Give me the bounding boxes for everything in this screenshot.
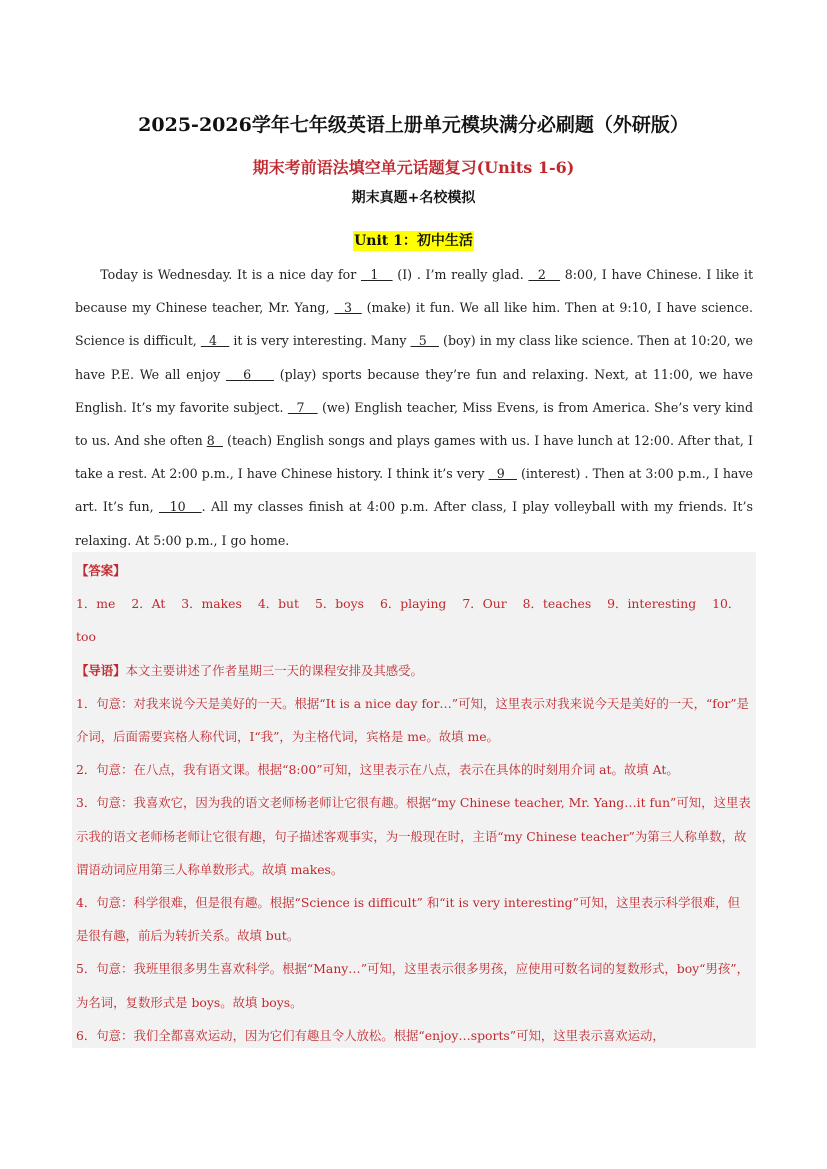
explanation-2: 2．句意：在八点，我有语文课。根据“8:00”可知，这里表示在八点，表示在具体的时刻用介词 at。故填 At。	[76, 762, 679, 778]
passage-text: (we) English teacher, Miss Evens, is from America. She’s very kind to us. And she often	[75, 399, 754, 449]
answer-item: 7．Our	[462, 596, 507, 612]
document-title: 2025-2026学年七年级英语上册单元模块满分必刷题（外研版）	[138, 114, 689, 136]
passage-text: (teach) English songs and plays games with us. I have lunch at 12:00. After that, I take a rest. At 2:00 p.m., I have Chinese history. I think it’s very	[75, 433, 753, 482]
passage-text: (interest) . Then at 3:00 p.m., I have art. It’s fun,	[75, 466, 754, 515]
document-subtitle: 期末考前语法填空单元话题复习(Units 1-6)	[252, 158, 575, 177]
answer-label: 【答案】	[76, 563, 126, 578]
answer-item: 6．playing	[379, 596, 447, 612]
passage-text: it is very interesting. Many	[229, 333, 411, 349]
answer-item: 9．interesting	[607, 596, 697, 612]
answer-item: 3．makes	[181, 596, 242, 612]
blank-1: 1	[360, 267, 393, 282]
passage-text: (play) sports because they’re fun and relaxing. Next, at 11:00, we have English. It’s my favorite subject.	[75, 366, 753, 415]
passage-text: . All my classes finish at 4:00 p.m. After class, I play volleyball with my friends. It’s relaxing. At 5:00 p.m., I go home.	[75, 499, 753, 548]
passage-text: 8:00, I have Chinese. I like it because my Chinese teacher, Mr. Yang,	[75, 267, 754, 316]
explanation-1: 1．句意：对我来说今天是美好的一天。根据“It is a nice day for…”可知，这里表示对我来说今天是美好的一天，“for”是介词，后面需要宾格人称代词，I“我”，为主格代词，宾格是 me。故填 me。	[76, 695, 749, 745]
answer-section	[72, 552, 756, 1048]
answer-tag	[76, 554, 752, 587]
guide-label: 【导语】	[76, 662, 126, 678]
blank-5: 5	[410, 333, 439, 349]
answer-list	[76, 587, 752, 653]
passage-text: Today is Wednesday. It is a nice day for	[100, 267, 361, 282]
answer-item: 2．At	[131, 596, 166, 612]
answer-item: 1．me	[76, 596, 116, 612]
passage	[75, 258, 753, 557]
answer-item: 5．boys	[314, 596, 364, 612]
passage-text: (boy) in my class like science. Then at 10:20, we have P.E. We all enjoy	[75, 333, 753, 382]
explanation-6: 6．句意：我们全都喜欢运动，因为它们有趣且令人放松。根据“enjoy…sports”可知，这里表示喜欢运动，	[76, 1027, 665, 1043]
answer-item: 10．too	[76, 596, 741, 645]
passage-text: (make) it fun. We all like him. Then at 9:10, I have science. Science is difficult,	[75, 300, 754, 349]
document-subtitle-secondary: 期末真题+名校模拟	[351, 190, 476, 206]
blank-10: 10	[158, 499, 202, 515]
unit-title: Unit 1：初中生活	[354, 233, 473, 249]
explanation-5: 5．句意：我班里很多男生喜欢科学。根据“Many…”可知，这里表示很多男孩，应使用可数名词的复数形式，boy“男孩”，为名词，复数形式是 boys。故填 boys。	[76, 961, 750, 1010]
blank-6: 6	[226, 366, 275, 382]
unit-heading	[0, 230, 827, 251]
explanation-4: 4．句意：科学很难，但是很有趣。根据“Science is difficult” 和“it is very interesting”可知，这里表示科学很难，但是很有趣，前后为转折关系。故填 but。	[76, 895, 741, 944]
explanation-3: 3．句意：我喜欢它，因为我的语文老师杨老师让它很有趣。根据“my Chinese teacher, Mr. Yang…it fun”可知，这里表示我的语文老师杨老师让它很有趣，句子描述客观事实，为一般现在时，主语“my Chinese teacher”为第三人称单数，故谓语动词应用第三人称单数形式。故填 makes。	[76, 795, 751, 877]
answer-item: 4．but	[257, 596, 299, 612]
guide-text: 本文主要讲述了作者星期三一天的课程安排及其感受。	[125, 662, 423, 678]
blank-8: 8	[206, 433, 223, 449]
blank-2: 2	[528, 267, 561, 282]
passage-text: (I) . I’m really glad.	[392, 267, 529, 282]
guide-paragraph	[76, 654, 752, 687]
blank-4: 4	[200, 333, 230, 349]
blank-9: 9	[488, 466, 517, 482]
answer-item: 8．teaches	[522, 596, 592, 612]
blank-7: 7	[287, 399, 318, 415]
blank-3: 3	[334, 300, 362, 316]
